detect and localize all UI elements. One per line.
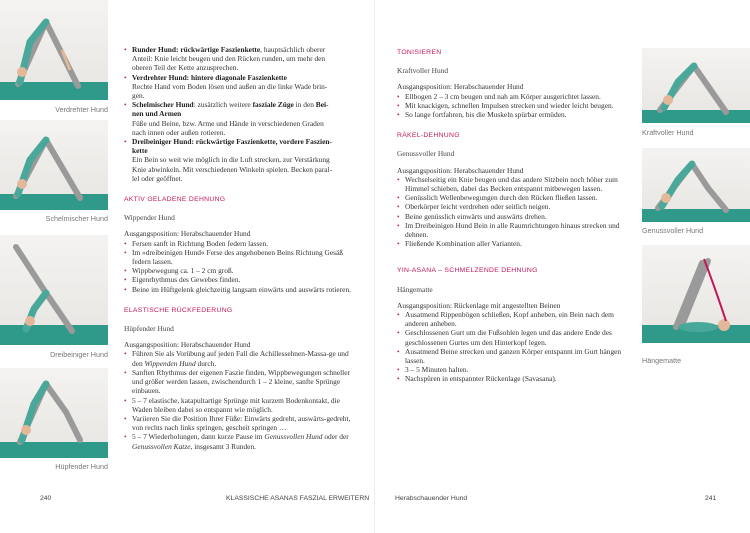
list-item: • Fersen sanft in Richtung Boden federn lassen.	[124, 239, 352, 248]
list-item: • So lange fortfahren, bis die Muskeln spürbar ermüden.	[397, 110, 629, 119]
start-position: Ausgangsposition: Herabschauender Hund	[397, 165, 524, 175]
list-item: • Runder Hund: rückwärtige Faszienkette, hauptsächlich oberer Anteil: Knie leicht beugen und den Rücken runden, um mehr den oberen Teil der Kette anzusprechen.	[124, 45, 352, 73]
list-item: • 5 – 7 elastische, katapultartige Sprünge mit kurzem Bodenkontakt, die Waden bleiben dabei so entspannt wie möglich.	[124, 396, 352, 414]
section-subheading: Hängematte	[397, 284, 433, 294]
section-subheading: Genussvoller Hund	[397, 149, 455, 159]
list-item: • Ellbogen 2 – 3 cm beugen und nah am Körper ausgerichtet lassen.	[397, 92, 629, 101]
photo-kraftvoller-hund	[642, 48, 750, 123]
section-subheading: Kraftvoller Hund	[397, 66, 449, 76]
photo-genussvoller-hund	[642, 148, 750, 222]
section-heading: ELASTISCHE RÜCKFEDERUNG	[124, 306, 233, 314]
photo-caption: Hängematte	[642, 356, 682, 365]
list-item: • Geschlossenen Gurt um die Fußsohlen legen und das andere Ende des geschlossenen Gurtes um den Hinterkopf legen.	[397, 328, 629, 346]
list-item: • Sanften Rhythmus der eigenen Faszie finden, Wippbewegungen schneller und größer werden lassen, zwischendurch 1 – 2 kleine, sanfte Sprünge einbauen.	[124, 368, 352, 396]
list-item: • 3 – 5 Minuten halten.	[397, 365, 629, 374]
list-item: • Nachspüren in entspannter Rückenlage (Savasana).	[397, 374, 629, 383]
list-item: • Im Dreibeinigen Hund Bein in alle Raumrichtungen hinaus strecken und dehnen.	[397, 221, 629, 239]
list-item: • Ausatmend Beine strecken und ganzen Körper entspannt im Gurt hängen lassen.	[397, 347, 629, 365]
photo-caption: Kraftvoller Hund	[642, 128, 694, 137]
list-item: • Dreibeiniger Hund: rückwärtige Faszienkette, vordere Faszien- kette Ein Bein so weit wie möglich in die Luft strecken, zur Verstärkung Knie abwinkeln. Mit verschiedenen Winkeln spielen. Becken paral- lel oder geöffnet.	[124, 137, 352, 183]
list-item: • Genüsslich Wellenbewegungen durch den Rücken fließen lassen.	[397, 193, 629, 202]
list-item: • Fließende Kombination aller Varianten.	[397, 239, 629, 248]
yoga-pose-illustration	[642, 48, 750, 123]
photo-haengematte	[642, 245, 750, 343]
yoga-pose-illustration	[0, 235, 108, 345]
section-heading: AKTIV GELADENE DEHNUNG	[124, 196, 226, 204]
start-position: Ausgangsposition: Herabschauender Hund	[124, 340, 251, 350]
photo-caption: Dreibeiniger Hund	[50, 350, 108, 359]
list-item: • Ausatmend Rippenbögen schließen, Kopf anheben, ein Bein nach dem anderen anheben.	[397, 310, 629, 328]
list-item: • Oberkörper leicht verdrehen oder seitlich neigen.	[397, 202, 629, 211]
list-item: • Variieren Sie die Position Ihrer Füße: Einwärts gedreht, auswärts-gedreht, von rechts nach links springen, gescheit springen …	[124, 414, 352, 432]
yoga-pose-illustration	[0, 120, 108, 210]
running-title: Herabschauender Hund	[395, 495, 468, 502]
photo-verdrehter-hund	[0, 0, 108, 100]
left-text-column	[124, 45, 352, 451]
list-item: • Beine im Hüftgelenk gleichzeitig langsam einwärts und auswärts rotieren.	[124, 285, 352, 294]
photo-schelmischer-hund	[0, 120, 108, 210]
yoga-pose-illustration	[0, 368, 108, 458]
yoga-pose-illustration	[642, 148, 750, 222]
page-number: 241	[705, 495, 717, 502]
right-page	[375, 0, 750, 533]
page-number: 240	[40, 495, 52, 502]
list-item: • Verdrehter Hund: hintere diagonale Faszienkette Rechte Hand vom Boden lösen und außen an die linke Wade brin- gen.	[124, 73, 352, 101]
right-text-column	[397, 40, 629, 384]
list-item: • Führen Sie als Vorübung auf jeden Fall die Achillessehnen-Massa-ge und den Wippenden Hund durch.	[124, 349, 352, 367]
photo-caption: Verdrehter Hund	[55, 105, 108, 114]
photo-caption: Schelmischer Hund	[45, 214, 108, 223]
list-item: • Schelmischer Hund: zusätzlich weitere fasziale Züge in den Bei- nen und Armen Füße und Beine, bzw. Arme und Hände in verschiedenen Graden nach innen oder außen rotieren.	[124, 100, 352, 137]
photo-huepfender-hund	[0, 368, 108, 458]
list-item: • Beine genüsslich einwärts und auswärts drehen.	[397, 212, 629, 221]
list-item: • 5 – 7 Wiederholungen, dann kurze Pause im Genussvollen Hund oder der Genussvollen Katze, insgesamt 3 Runden.	[124, 432, 352, 450]
start-position: Ausgangsposition: Herabschauender Hund	[124, 229, 251, 239]
start-position: Ausgangsposition: Rückenlage mit angestellten Beinen	[397, 300, 561, 310]
section-subheading: Wippender Hund	[124, 213, 175, 223]
photo-dreibeiniger-hund	[0, 235, 108, 345]
section-heading: RÄKEL-DEHNUNG	[397, 132, 460, 140]
list-item: • Eigenrhythmus des Gewebes finden.	[124, 275, 352, 284]
list-item: • Wippbewegung ca. 1 – 2 cm groß.	[124, 266, 352, 275]
photo-caption: Genussvoller Hund	[642, 226, 704, 235]
running-title: KLASSISCHE ASANAS FASZIAL ERWEITERN	[226, 495, 370, 502]
section-heading: TONISIEREN	[397, 49, 442, 56]
yoga-pose-illustration	[0, 0, 108, 100]
start-position: Ausgangsposition: Herabschauender Hund	[397, 82, 524, 92]
photo-caption: Hüpfender Hund	[55, 462, 108, 471]
section-heading: YIN-ASANA – SCHMELZENDE DEHNUNG	[397, 267, 538, 275]
yoga-pose-illustration	[642, 245, 750, 343]
section-subheading: Hüpfender Hund	[124, 324, 174, 334]
list-item: • Im »dreibeinigen Hund« Ferse des angehobenen Beins Richtung Gesäß federn lassen.	[124, 248, 352, 266]
list-item: • Mit knackigen, schnellen Impulsen strecken und wieder leicht beugen.	[397, 101, 629, 110]
list-item: • Wechselseitig ein Knie beugen und das andere Sitzbein noch höher zum Himmel schieben, dabei das Becken entspannt mitbewegen lassen.	[397, 175, 629, 193]
